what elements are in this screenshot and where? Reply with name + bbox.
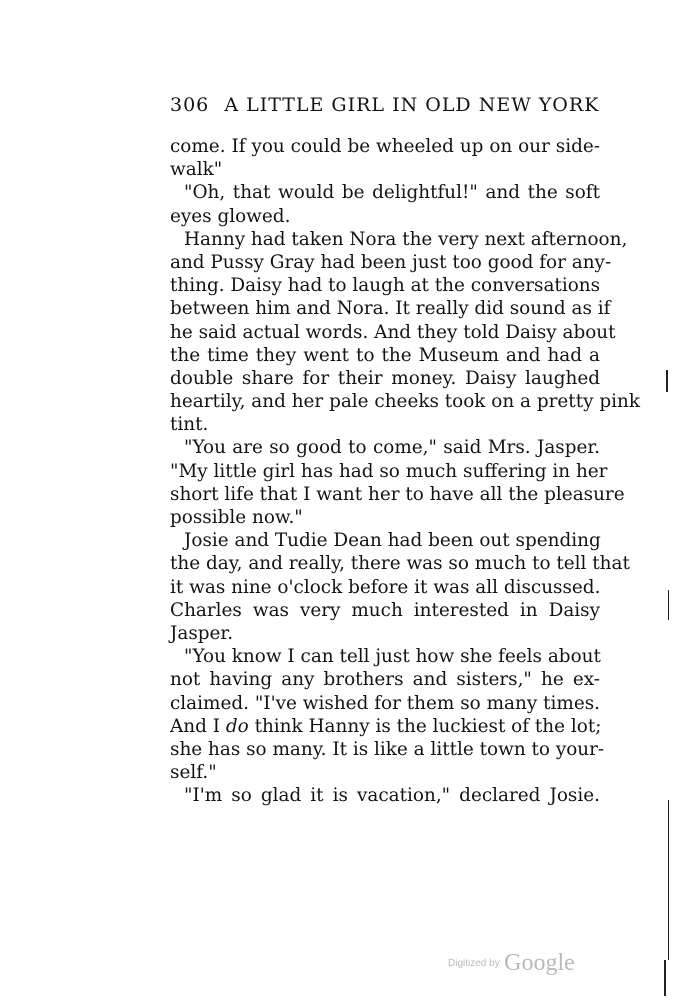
text-line: Charles was very much interested in Daisy — [170, 599, 600, 621]
text-line: Jasper. — [170, 622, 234, 644]
text-line: self." — [170, 762, 217, 784]
text-line: tint. — [170, 414, 209, 436]
text-line: claimed. "I've wished for them so many times. — [170, 692, 600, 714]
page-number: 306 — [170, 94, 210, 116]
text-line: possible now." — [170, 507, 303, 528]
text-segment: think Hanny is the luckiest of the lot; — [248, 715, 602, 737]
text-line — [170, 715, 600, 738]
scan-edge-mark — [668, 800, 669, 960]
text-line: she has so many. It is like a little town to your- — [170, 738, 605, 760]
text-line: double share for their money. Daisy laughed — [170, 367, 600, 389]
text-line: "You are so good to come," said Mrs. Jasper. — [184, 437, 600, 459]
text-line: walk" — [170, 159, 223, 181]
text-line: short life that I want her to have all the pleasure — [170, 483, 625, 505]
text-line: heartily, and her pale cheeks took on a pretty pink — [170, 391, 640, 413]
text-line: between him and Nora. It really did sound as if — [170, 298, 611, 320]
body-text — [170, 135, 640, 807]
running-title: A LITTLE GIRL IN OLD NEW YORK — [224, 94, 600, 116]
watermark-brand: Google — [504, 950, 575, 976]
text-line: and Pussy Gray had been just too good for any- — [170, 251, 612, 273]
text-line: "Oh, that would be delightful!" and the soft — [184, 182, 600, 204]
scan-edge-mark — [666, 370, 668, 392]
text-line: he said actual words. And they told Daisy about — [170, 321, 616, 343]
text-line: the day, and really, there was so much to tell that — [170, 553, 630, 575]
text-line: Hanny had taken Nora the very next afternoon, — [184, 228, 628, 250]
watermark-prefix: Digitized by — [448, 958, 500, 969]
text-line: the time they went to the Museum and had a — [170, 344, 600, 366]
text-line: Josie and Tudie Dean had been out spending — [184, 530, 601, 552]
text-line: eyes glowed. — [170, 205, 291, 227]
scan-edge-mark — [668, 590, 669, 620]
text-line: not having any brothers and sisters," he ex- — [170, 669, 600, 691]
scan-edge-mark — [664, 960, 666, 996]
text-line: "I'm so glad it is vacation," declared Josie. — [184, 785, 600, 807]
text-line: "You know I can tell just how she feels about — [184, 646, 601, 668]
text-line: "My little girl has had so much suffering in her — [170, 460, 608, 482]
text-line: come. If you could be wheeled up on our side- — [170, 136, 600, 157]
text-line: thing. Daisy had to laugh at the conversations — [170, 275, 601, 297]
italic-word: do — [225, 715, 249, 737]
text-line: it was nine o'clock before it was all discussed. — [170, 576, 601, 598]
digitized-watermark — [448, 950, 575, 977]
text-segment: And I — [170, 715, 226, 737]
running-header — [170, 94, 600, 116]
